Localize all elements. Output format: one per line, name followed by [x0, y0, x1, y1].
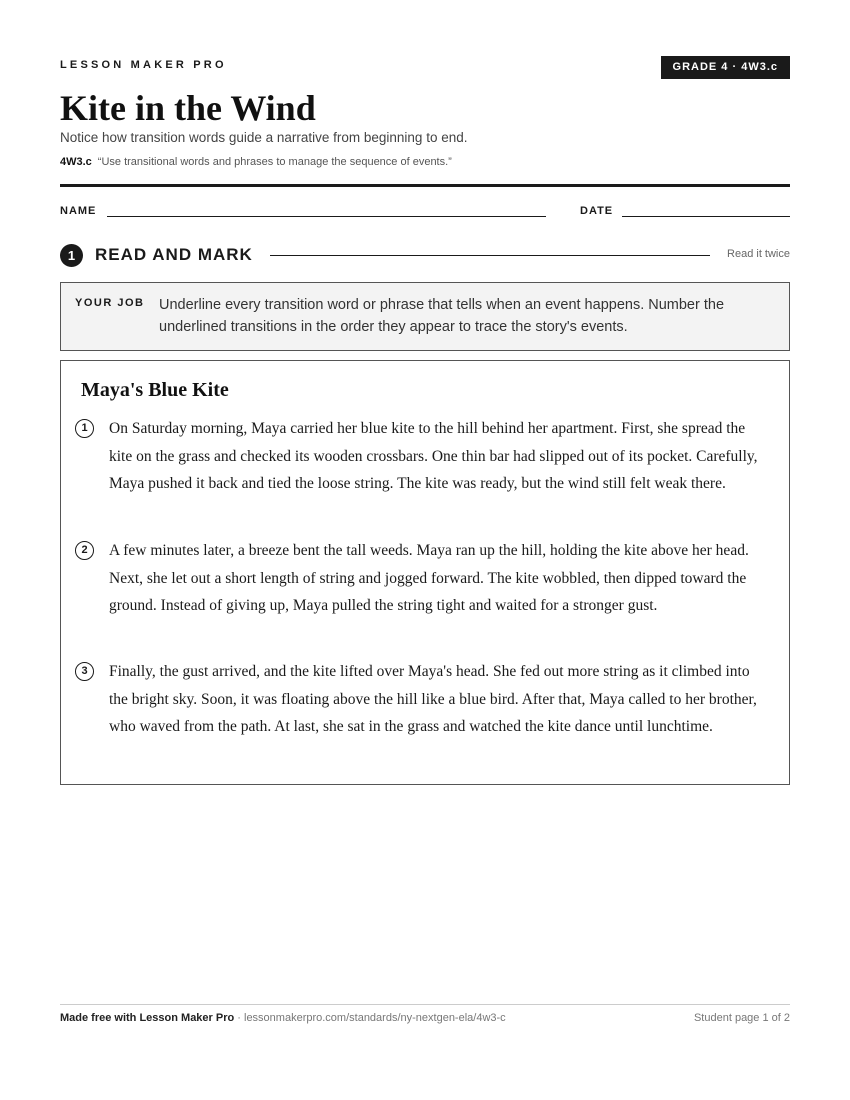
top-bar: [60, 56, 790, 78]
footer-made-with: Made free with Lesson Maker Pro: [60, 1012, 235, 1024]
footer-divider: [60, 1004, 790, 1005]
paragraph-text[interactable]: A few minutes later, a breeze bent the tall weeds. Maya ran up the hill, holding the kite above her head. Next, she let out a short length of string and jogged forward. The kite wobbled, then dipped toward the ground. Instead of giving up, Maya pulled the string tight and waited for a stronger gust.: [109, 542, 749, 614]
page-title: Kite in the Wind: [60, 88, 316, 128]
name-field[interactable]: [107, 216, 546, 217]
standard-code: 4W3.c: [60, 156, 92, 168]
header-divider: [60, 184, 790, 187]
instructions-box: [60, 282, 790, 351]
date-label: DATE: [580, 205, 614, 217]
name-date-fields: [60, 205, 790, 221]
brand-name: LESSON MAKER PRO: [60, 59, 227, 71]
paragraph-number: 1: [75, 419, 94, 438]
footer-page-number: Student page 1 of 2: [693, 1012, 790, 1024]
footer-url[interactable]: · lessonmakerpro.com/standards/ny-nextgen-ela/4w3-c: [234, 1012, 506, 1024]
standard-text: “Use transitional words and phrases to manage the sequence of events.”: [97, 156, 452, 168]
section-rule: [270, 255, 710, 256]
passage-title: Maya's Blue Kite: [81, 379, 229, 401]
paragraph-number: 2: [75, 541, 94, 560]
worksheet-page: [60, 0, 790, 1100]
date-field[interactable]: [622, 216, 790, 217]
paragraph-text[interactable]: On Saturday morning, Maya carried her blue kite to the hill behind her apartment. First, she spread the kite on the grass and checked its wooden crossbars. One thin bar had slipped out of its pocket. Carefully, Maya pushed it back and tied the loose string. The kite was ready, but the wind still felt weak there.: [109, 420, 758, 492]
instructions-label: YOUR JOB: [75, 297, 145, 309]
name-label: NAME: [60, 205, 97, 217]
paragraph-text[interactable]: Finally, the gust arrived, and the kite lifted over Maya's head. She fed out more string as it climbed into the bright sky. Soon, it was floating above the hill like a blue bird. After that, Maya called to her brother, who waved from the path. At last, she sat in the grass and watched the kite dance until lunchtime.: [109, 663, 757, 735]
instructions-text: Underline every transition word or phrase that tells when an event happens. Number the underlined transitions in the order they appear to trace the story's events.: [159, 297, 725, 335]
section-title: READ AND MARK: [95, 245, 253, 264]
footer-credit: [60, 1012, 506, 1024]
paragraph-number: 3: [75, 662, 94, 681]
section-header: [60, 243, 790, 267]
section-number-badge: 1: [60, 244, 83, 267]
section-note: Read it twice: [727, 248, 790, 260]
standard-line: [60, 156, 452, 168]
reading-passage: [60, 360, 790, 785]
grade-badge: GRADE 4 · 4W3.c: [661, 56, 790, 79]
page-subtitle: Notice how transition words guide a narrative from beginning to end.: [60, 130, 468, 145]
